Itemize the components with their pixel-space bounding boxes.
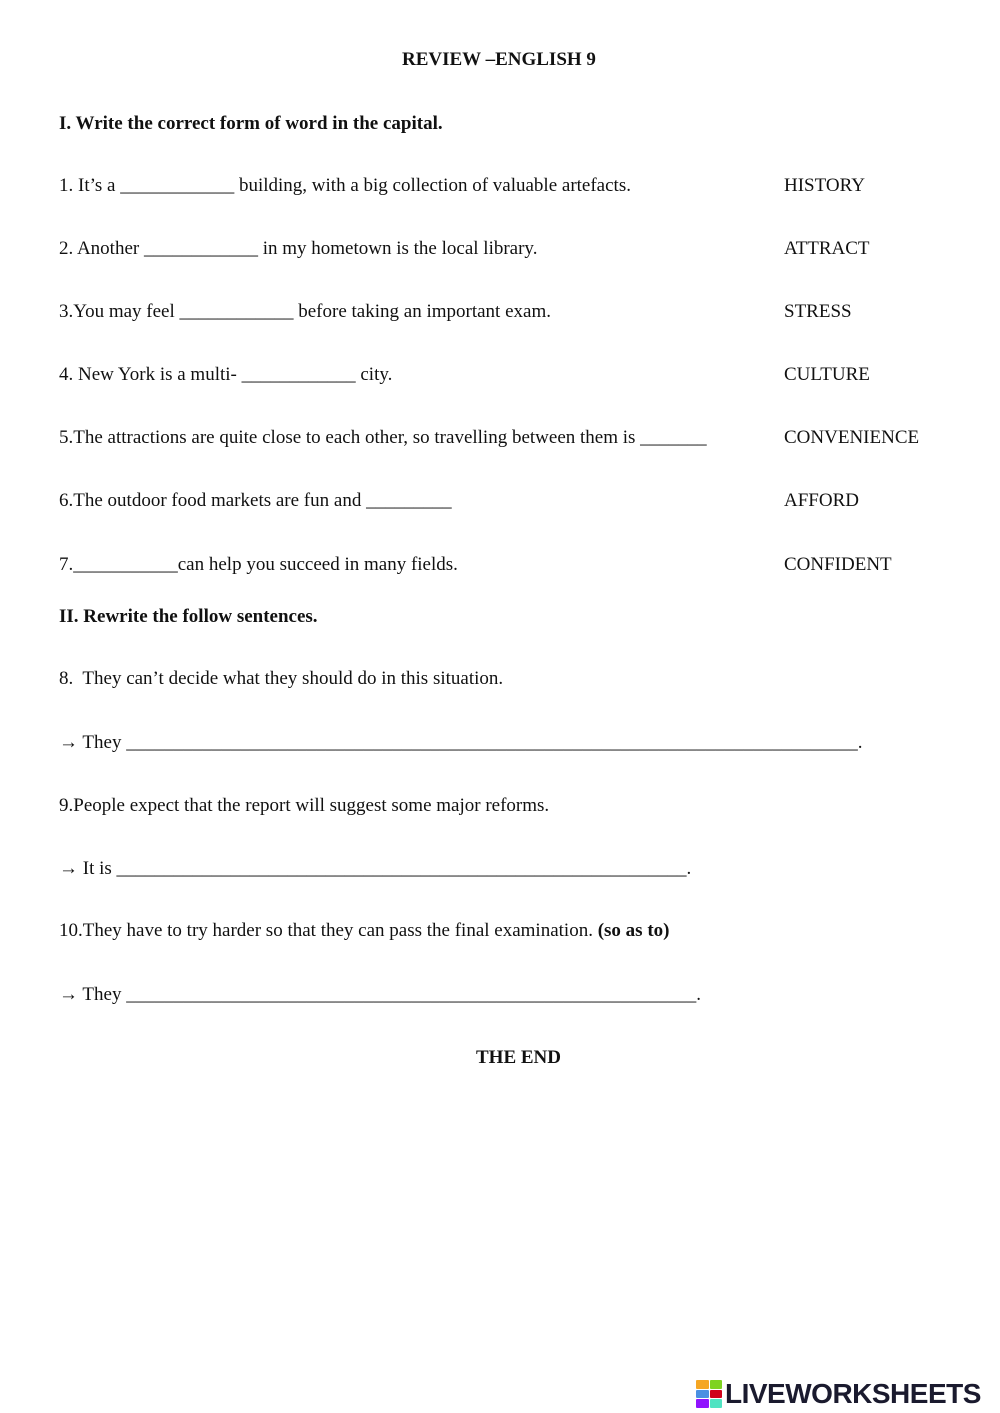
section-1-heading: I. Write the correct form of word in the capital. [59, 113, 443, 134]
question-4-word: CULTURE [784, 364, 870, 385]
question-9-answer-line[interactable]: → It is ____________________________________________________________. [59, 858, 692, 879]
question-10-prompt [59, 919, 669, 943]
question-7-word: CONFIDENT [784, 554, 892, 575]
question-10-hint: (so as to) [597, 920, 670, 941]
the-end: THE END [476, 1047, 561, 1068]
question-1-word: HISTORY [784, 175, 865, 196]
question-10-text: 10.They have to try harder so that they can pass the final examination. [59, 920, 598, 941]
question-5-sentence: 5.The attractions are quite close to each other, so travelling between them is _______ [59, 427, 707, 448]
page-title: REVIEW –ENGLISH 9 [402, 49, 596, 70]
question-6-sentence: 6.The outdoor food markets are fun and _________ [59, 490, 452, 511]
liveworksheets-logo [696, 1377, 981, 1411]
question-6-word: AFFORD [784, 490, 859, 511]
liveworksheets-logo-text: LIVEWORKSHEETS [725, 1378, 981, 1409]
question-1-sentence: 1. It’s a ____________ building, with a big collection of valuable artefacts. [59, 175, 631, 196]
question-3-word: STRESS [784, 301, 852, 322]
question-5-word: CONVENIENCE [784, 427, 920, 448]
question-8-prompt: 8. They can’t decide what they should do in this situation. [59, 668, 504, 689]
question-2-word: ATTRACT [784, 238, 870, 259]
question-2-sentence: 2. Another ____________ in my hometown is the local library. [59, 238, 538, 259]
question-9-prompt: 9.People expect that the report will suggest some major reforms. [59, 795, 550, 816]
liveworksheets-logo-icon [696, 1380, 722, 1408]
question-4-sentence: 4. New York is a multi- ____________ city. [59, 364, 393, 385]
section-2-heading: II. Rewrite the follow sentences. [59, 606, 318, 627]
question-7-sentence: 7.___________can help you succeed in many fields. [59, 554, 458, 575]
question-3-sentence: 3.You may feel ____________ before taking an important exam. [59, 301, 551, 322]
question-10-answer-line[interactable]: → They ____________________________________________________________. [59, 984, 701, 1005]
question-8-answer-line[interactable]: → They _____________________________________________________________________________. [59, 732, 863, 753]
